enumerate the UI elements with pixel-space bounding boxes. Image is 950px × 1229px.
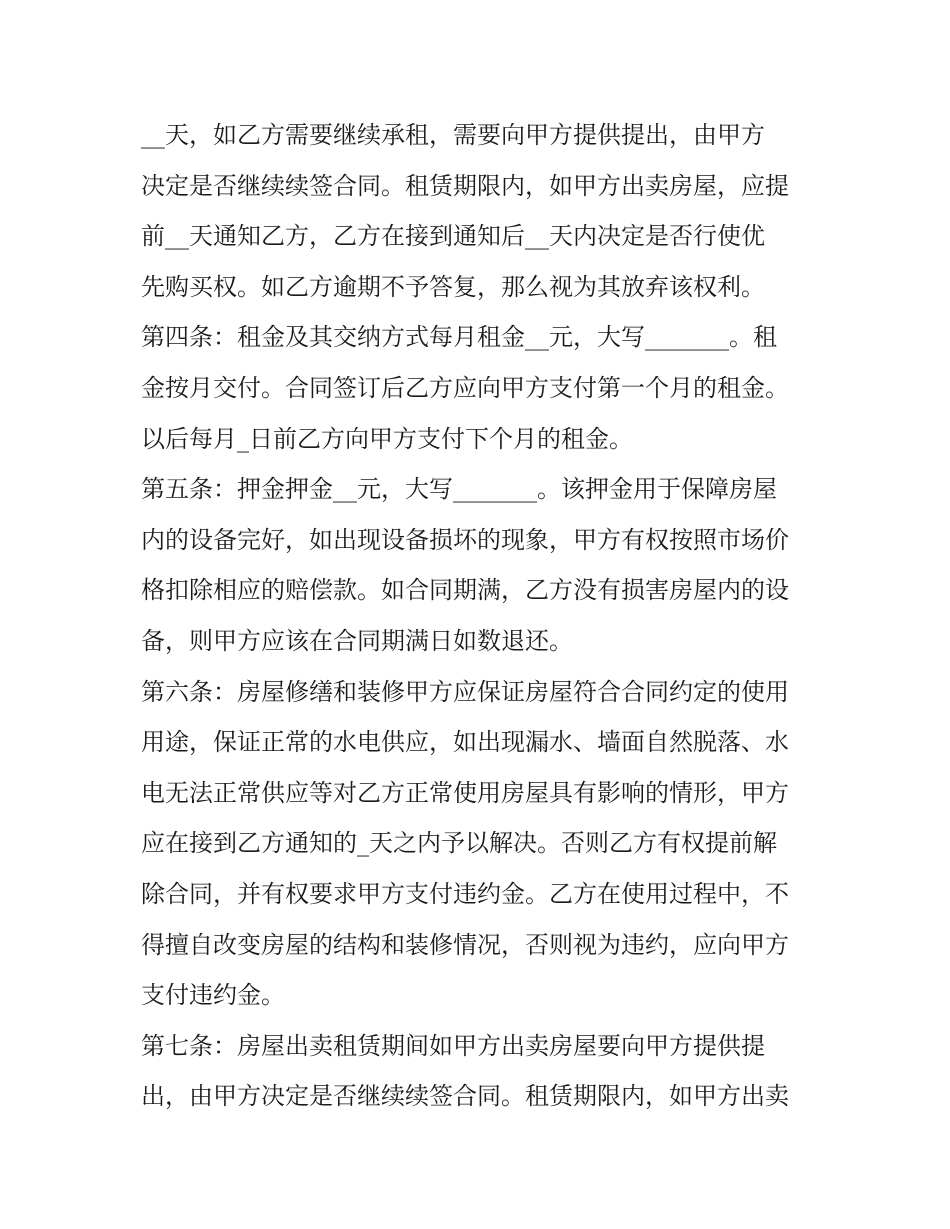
text-line: 电无法正常供应等对乙方正常使用房屋具有影响的情形，甲方 <box>141 778 789 807</box>
text-line: 第六条：房屋修缮和装修甲方应保证房屋符合合同约定的使用 <box>141 677 789 706</box>
text-line: 以后每月_日前乙方向甲方支付下个月的租金。 <box>141 424 633 453</box>
text-line: __天，如乙方需要继续承租，需要向甲方提供提出，由甲方 <box>141 121 765 149</box>
text-line: 支付违约金。 <box>141 981 285 1010</box>
text-line: 金按月交付。合同签订后乙方应向甲方支付第一个月的租金。 <box>141 373 789 402</box>
text-line: 内的设备完好，如出现设备损坏的现象，甲方有权按照市场价 <box>141 525 789 554</box>
contract-body-text <box>141 110 816 1122</box>
text-line: 备，则甲方应该在合同期满日如数退还。 <box>141 626 573 655</box>
text-line: 先购买权。如乙方逾期不予答复，那么视为其放弃该权利。 <box>141 272 765 301</box>
text-line: 应在接到乙方通知的_天之内予以解决。否则乙方有权提前解 <box>141 829 777 858</box>
text-line: 得擅自改变房屋的结构和装修情况，否则视为违约，应向甲方 <box>141 930 789 959</box>
text-line: 前__天通知乙方，乙方在接到通知后__天内决定是否行使优 <box>141 222 765 251</box>
text-line: 决定是否继续续签合同。租赁期限内，如甲方出卖房屋，应提 <box>141 171 789 200</box>
text-line: 第七条：房屋出卖租赁期间如甲方出卖房屋要向甲方提供提 <box>141 1031 765 1060</box>
text-line: 除合同，并有权要求甲方支付违约金。乙方在使用过程中，不 <box>141 879 789 908</box>
text-line: 用途，保证正常的水电供应，如出现漏水、墙面自然脱落、水 <box>141 728 789 757</box>
text-line: 出，由甲方决定是否继续续签合同。租赁期限内，如甲方出卖 <box>141 1082 789 1111</box>
text-line: 第五条：押金押金__元，大写_______。该押金用于保障房屋 <box>141 475 777 504</box>
text-line: 第四条：租金及其交纳方式每月租金__元，大写_______。租 <box>141 323 777 352</box>
text-line: 格扣除相应的赔偿款。如合同期满，乙方没有损害房屋内的设 <box>141 576 789 605</box>
